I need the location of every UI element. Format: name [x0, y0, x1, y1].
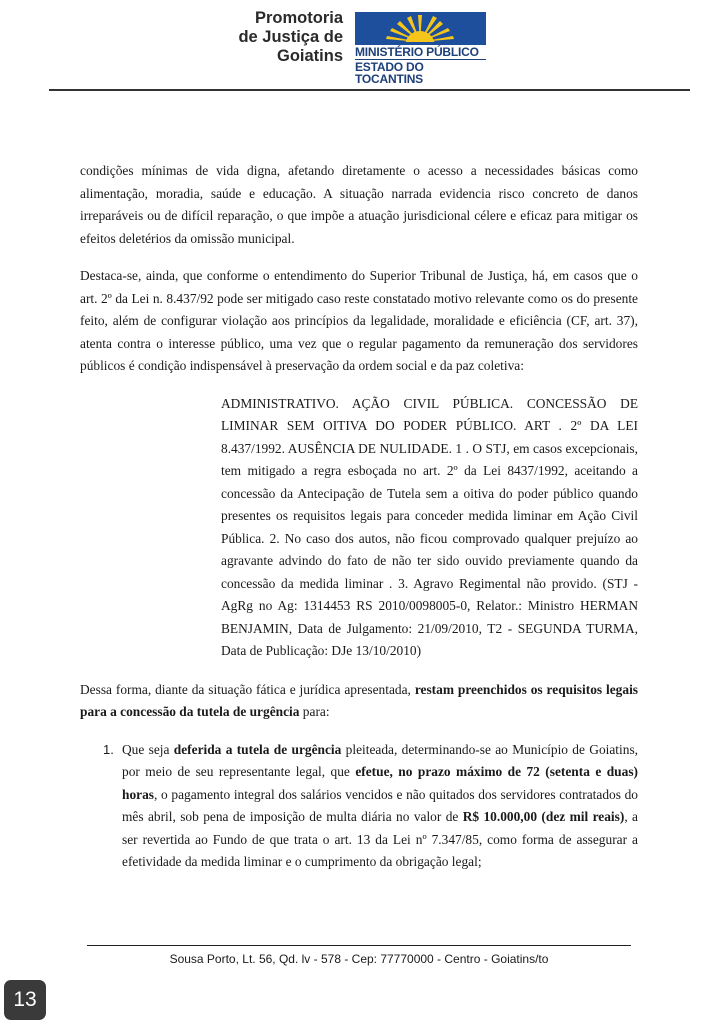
item-bold-2: efetue, no prazo máximo de 72 (setenta e duas) horas	[122, 764, 638, 802]
page-header	[0, 0, 728, 92]
footer-divider	[87, 945, 631, 946]
paragraph-3-bold: restam preenchidos os requisitos legais para a concessão da tutela de urgência	[80, 681, 638, 719]
paragraph-3-end: para:	[299, 704, 330, 719]
logo-line-1: MINISTÉRIO PÚBLICO	[355, 46, 486, 60]
jurisprudence-citation: ADMINISTRATIVO. AÇÃO CIVIL PÚBLICA. CONCESSÃO DE LIMINAR SEM OITIVA DO PODER PÚBLICO. ART . 2º DA LEI 8.437/1992. AUSÊNCIA DE NULIDADE. 1 . O STJ, em casos excepcionais, tem mitigado a regra esboçada no art. 2º da Lei 8437/1992, aceitando a concessão da Antecipação de Tutela sem a oitiva do poder público quando presentes os requisitos legais para conceder medida liminar em Ação Civil Pública. 2. No caso dos autos, não ficou comprovado qualquer prejuízo ao agravante advindo do fato de não ter sido ouvido previamente quando da concessão da medida liminar . 3. Agravo Regimental não provido. (STJ - AgRg no Ag: 1314453 RS 2010/0098005-0, Relator.: Ministro HERMAN BENJAMIN, Data de Julgamento: 21/09/2010, T2 - SEGUNDA TURMA, Data de Publicação: DJe 13/10/2010)	[221, 395, 638, 658]
logo-line-2: ESTADO DO TOCANTINS	[355, 60, 424, 86]
org-line-1: Promotoria	[254, 9, 343, 27]
footer-address: Sousa Porto, Lt. 56, Qd. lv - 578 - Cep: 77770000 - Centro - Goiatins/to	[169, 952, 549, 966]
paragraph-3	[80, 679, 638, 724]
sun-emblem-icon	[355, 12, 486, 45]
list-item	[80, 739, 638, 874]
document-body	[80, 160, 638, 874]
promotoria-name	[238, 9, 343, 66]
item-text-1: Que seja	[122, 741, 174, 757]
paragraph-3-start: Dessa forma, diante da situação fática e jurídica apresentada,	[80, 681, 415, 697]
org-line-2: de Justiça de	[238, 28, 343, 46]
item-bold-1: deferida a tutela de urgência	[173, 741, 342, 757]
paragraph-1: condições mínimas de vida digna, afetando diretamente o acesso a necessidades básicas como alimentação, moradia, saúde e educação. A situação narrada evidencia risco concreto de danos irreparáveis ou de difícil reparação, o que impõe a atuação jurisdicional célere e eficaz para mitigar os efeitos deletérios da omissão municipal.	[80, 163, 638, 246]
page-number-badge: 13	[4, 980, 46, 1020]
org-line-3: Goiatins	[276, 47, 343, 65]
item-bold-3: R$ 10.000,00 (dez mil reais)	[462, 809, 625, 824]
list-item-number: 1.	[103, 741, 114, 757]
ministerio-publico-logo	[355, 12, 486, 86]
requests-list	[80, 739, 638, 874]
item-text-4: , a ser revertida ao Fundo de que trata o art. 13 da Lei nº 7.347/85, como forma de assegurar a efetividade da medida liminar e o cumprimento da obrigação legal;	[122, 809, 638, 869]
paragraph-2: Destaca-se, ainda, que conforme o entendimento do Superior Tribunal de Justiça, há, em casos que o art. 2º da Lei n. 8.437/92 pode ser mitigado caso reste constatado motivo relevante como os do presente feito, além de configurar violação aos princípios da legalidade, moralidade e eficiência (CF, art. 37), atenta contra o interesse público, uma vez que o regular pagamento da remuneração dos servidores públicos é condição indispensável à preservação da ordem social e da paz coletiva:	[80, 268, 638, 373]
logo-text	[355, 46, 486, 85]
item-text-3: , o pagamento integral dos salários vencidos e não quitados dos servidores contratados do mês abril, sob pena de imposição de multa diária no valor de	[122, 786, 638, 824]
header-divider	[49, 89, 690, 91]
item-text-2: pleiteada, determinando-se ao Município de Goiatins, por meio de seu representante legal, que	[122, 741, 638, 779]
